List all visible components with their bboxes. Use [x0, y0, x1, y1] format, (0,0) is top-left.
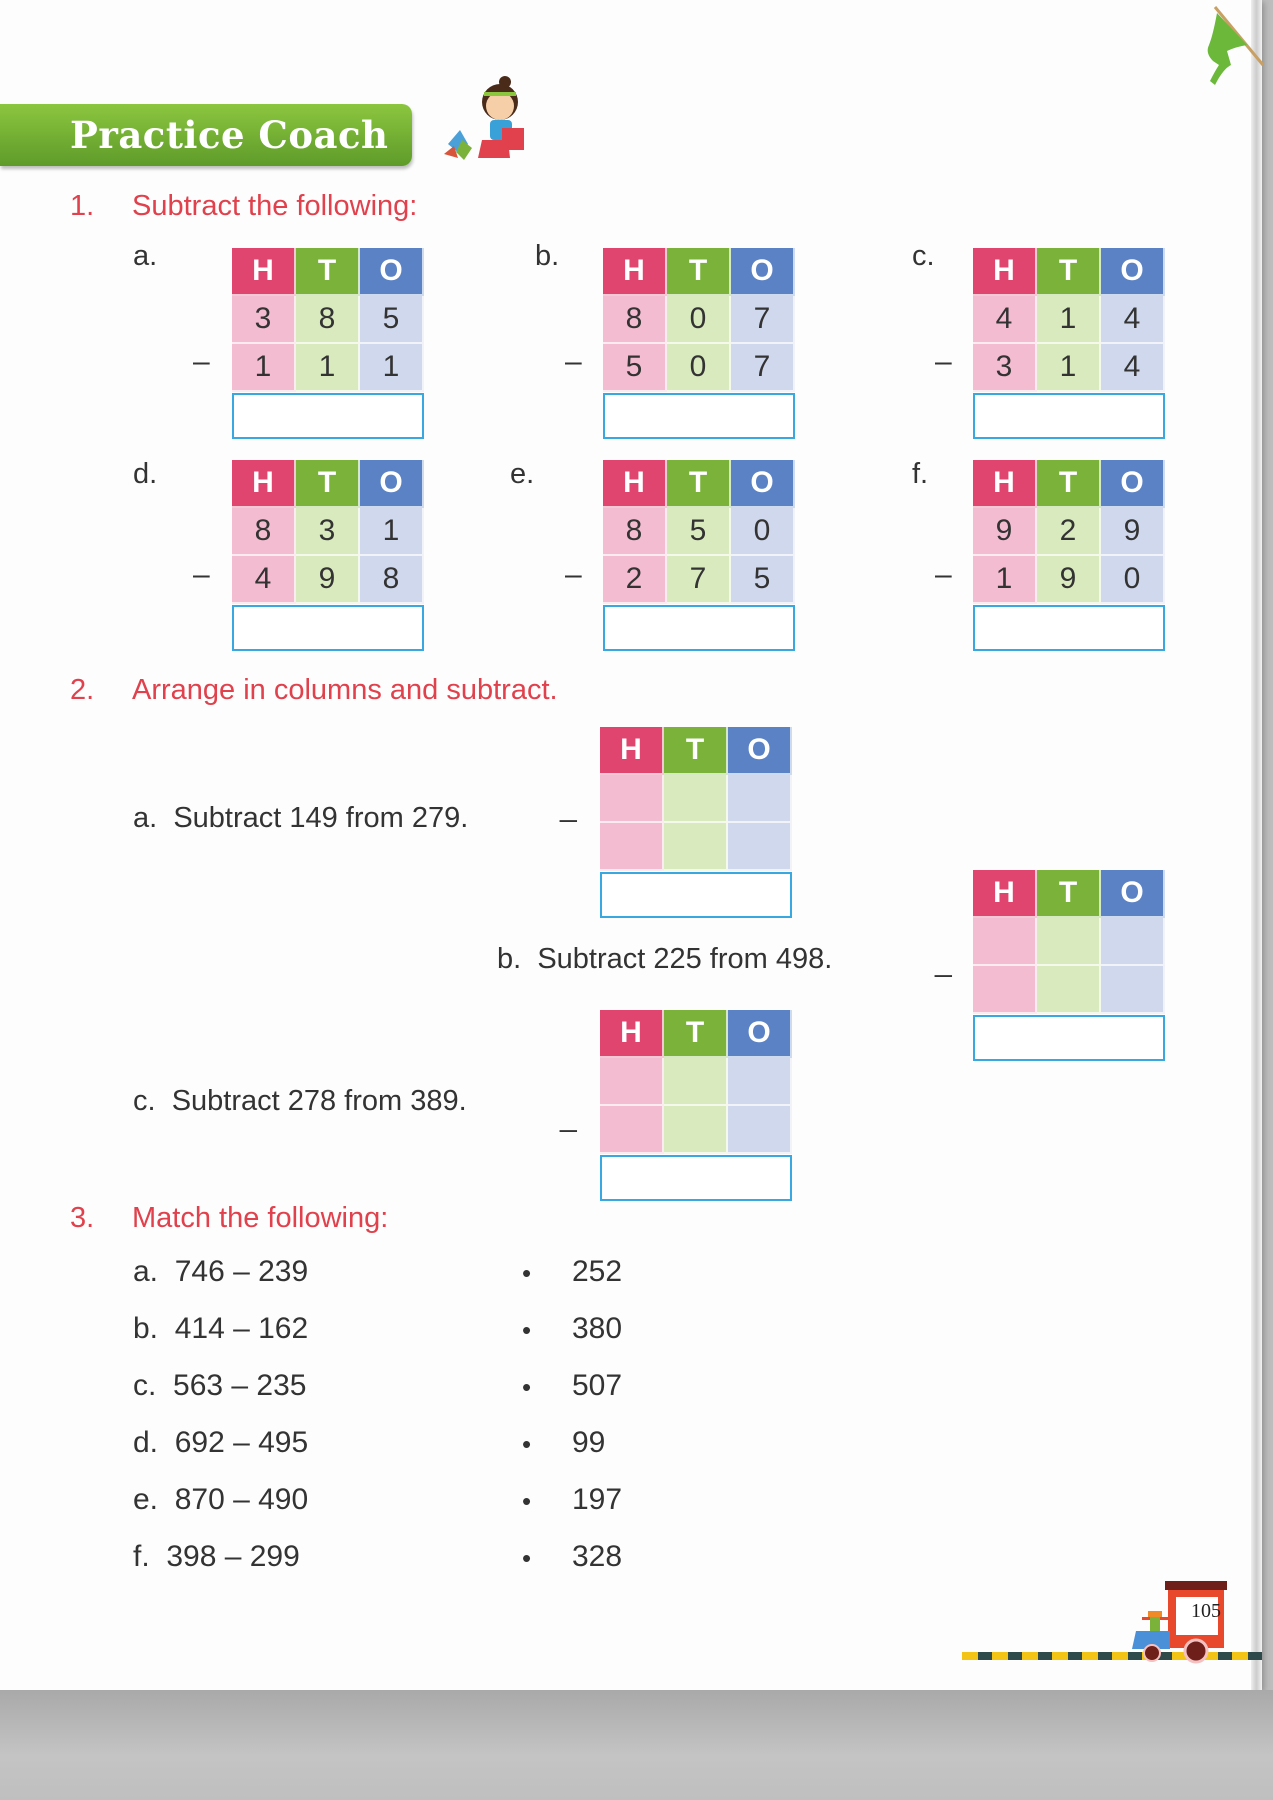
answer-box[interactable]	[232, 393, 424, 439]
hundreds-header: H	[600, 727, 664, 775]
bullet-icon[interactable]: •	[522, 1315, 532, 1345]
q1-item-e-grid	[603, 460, 795, 651]
question-3-heading	[70, 1202, 388, 1235]
girl-mascot-icon	[438, 74, 540, 164]
q2-item-a	[133, 802, 468, 835]
match-right-value[interactable]: 252	[572, 1255, 623, 1288]
q2-item-c-grid	[600, 1010, 792, 1201]
item-label: a.	[133, 802, 158, 834]
tens-header: T	[667, 460, 731, 508]
digit: 3	[296, 508, 360, 556]
hundreds-header: H	[603, 248, 667, 296]
ones-header: O	[1101, 870, 1165, 918]
q1-item-f-label: f.	[912, 458, 929, 490]
question-title: Subtract the following:	[132, 190, 418, 222]
digit: 7	[667, 556, 731, 604]
digit: 7	[731, 344, 795, 392]
digit: 8	[296, 296, 360, 344]
item-label: a.	[133, 1255, 159, 1288]
match-left-f[interactable]	[133, 1540, 300, 1574]
minus-sign: –	[193, 345, 210, 378]
hundreds-header: H	[973, 460, 1037, 508]
empty-cell[interactable]	[1037, 966, 1101, 1014]
empty-cell[interactable]	[728, 823, 792, 871]
answer-box[interactable]	[232, 605, 424, 651]
digit: 8	[232, 508, 296, 556]
page-spine	[1251, 0, 1262, 1690]
digit: 1	[232, 344, 296, 392]
digit: 9	[1037, 556, 1101, 604]
item-text: Subtract 149 from 279.	[173, 802, 469, 834]
digit: 0	[667, 344, 731, 392]
digit: 1	[360, 508, 424, 556]
item-label: c.	[133, 1085, 156, 1117]
hundreds-header: H	[232, 460, 296, 508]
q2-item-b	[497, 943, 832, 976]
digit: 1	[1037, 344, 1101, 392]
q2-item-b-grid	[973, 870, 1165, 1061]
ones-header: O	[1101, 460, 1165, 508]
digit: 5	[603, 344, 667, 392]
digit: 1	[1037, 296, 1101, 344]
tens-header: T	[664, 1010, 728, 1058]
minus-sign: –	[565, 345, 582, 378]
empty-cell[interactable]	[600, 823, 664, 871]
digit: 9	[1101, 508, 1165, 556]
item-label: e.	[133, 1483, 159, 1516]
minus-sign: –	[565, 558, 582, 591]
item-label: d.	[133, 1426, 159, 1459]
bullet-icon[interactable]: •	[522, 1258, 532, 1288]
q1-item-a-label: a.	[133, 240, 158, 272]
question-1-heading	[70, 190, 417, 223]
ones-header: O	[728, 1010, 792, 1058]
item-label: b.	[497, 943, 522, 975]
digit: 7	[731, 296, 795, 344]
digit: 1	[296, 344, 360, 392]
digit: 1	[360, 344, 424, 392]
ones-header: O	[1101, 248, 1165, 296]
match-right-value[interactable]: 507	[572, 1369, 623, 1402]
item-label: b.	[133, 1312, 159, 1345]
digit: 2	[603, 556, 667, 604]
minus-sign: –	[935, 558, 952, 591]
question-number: 3.	[70, 1202, 95, 1234]
empty-cell[interactable]	[728, 775, 792, 823]
digit: 4	[973, 296, 1037, 344]
item-label: f.	[133, 1540, 150, 1573]
digit: 5	[731, 556, 795, 604]
ones-header: O	[731, 460, 795, 508]
q2-item-c	[133, 1085, 467, 1118]
empty-cell[interactable]	[973, 918, 1037, 966]
empty-cell[interactable]	[728, 1058, 792, 1106]
digit: 9	[296, 556, 360, 604]
ones-header: O	[731, 248, 795, 296]
digit: 5	[667, 508, 731, 556]
digit: 0	[731, 508, 795, 556]
item-label: c.	[133, 1369, 157, 1402]
practice-coach-banner	[0, 104, 412, 166]
digit: 4	[232, 556, 296, 604]
digit: 1	[973, 556, 1037, 604]
match-left-d[interactable]	[133, 1426, 308, 1460]
answer-box[interactable]	[973, 605, 1165, 651]
hundreds-header: H	[973, 870, 1037, 918]
hundreds-header: H	[600, 1010, 664, 1058]
flag-icon	[1185, 5, 1265, 90]
q1-item-e-label: e.	[510, 458, 535, 490]
expression: 414 – 162	[174, 1312, 309, 1345]
bullet-icon[interactable]: •	[522, 1486, 532, 1516]
question-number: 1.	[70, 190, 95, 222]
hundreds-header: H	[973, 248, 1037, 296]
q1-item-a-grid	[232, 248, 424, 439]
digit: 5	[360, 296, 424, 344]
answer-box[interactable]	[973, 1015, 1165, 1061]
digit: 8	[603, 296, 667, 344]
tens-header: T	[1037, 870, 1101, 918]
match-right-value[interactable]: 197	[572, 1483, 623, 1516]
expression: 746 – 239	[174, 1255, 309, 1288]
scan-background	[0, 1690, 1273, 1800]
tens-header: T	[664, 727, 728, 775]
question-number: 2.	[70, 674, 95, 706]
hundreds-header: H	[603, 460, 667, 508]
ones-header: O	[360, 460, 424, 508]
match-left-b[interactable]	[133, 1312, 308, 1346]
tens-header: T	[667, 248, 731, 296]
match-right-value[interactable]: 99	[572, 1426, 606, 1459]
item-text: Subtract 225 from 498.	[537, 943, 833, 975]
match-left-e[interactable]	[133, 1483, 308, 1517]
question-2-heading	[70, 674, 558, 707]
digit: 9	[973, 508, 1037, 556]
q1-item-b-label: b.	[535, 240, 560, 272]
digit: 2	[1037, 508, 1101, 556]
digit: 0	[1101, 556, 1165, 604]
empty-cell[interactable]	[1101, 918, 1165, 966]
digit: 4	[1101, 296, 1165, 344]
empty-cell[interactable]	[600, 775, 664, 823]
tens-header: T	[296, 460, 360, 508]
answer-box[interactable]	[603, 605, 795, 651]
digit: 0	[667, 296, 731, 344]
empty-cell[interactable]	[664, 775, 728, 823]
tens-header: T	[296, 248, 360, 296]
minus-sign: _	[560, 1100, 577, 1133]
match-left-a[interactable]	[133, 1255, 308, 1289]
empty-cell[interactable]	[600, 1058, 664, 1106]
banner-title: Practice Coach	[70, 113, 389, 157]
minus-sign: _	[560, 790, 577, 823]
minus-sign: –	[935, 345, 952, 378]
question-title: Arrange in columns and subtract.	[132, 674, 558, 706]
q1-item-f-grid	[973, 460, 1165, 651]
tens-header: T	[1037, 248, 1101, 296]
q1-item-d-label: d.	[133, 458, 158, 490]
digit: 3	[973, 344, 1037, 392]
match-right-value[interactable]: 380	[572, 1312, 623, 1345]
q2-item-a-grid	[600, 727, 792, 918]
tens-header: T	[1037, 460, 1101, 508]
bullet-icon[interactable]: •	[522, 1372, 532, 1402]
digit: 8	[603, 508, 667, 556]
item-text: Subtract 278 from 389.	[171, 1085, 467, 1117]
hundreds-header: H	[232, 248, 296, 296]
empty-cell[interactable]	[600, 1106, 664, 1154]
empty-cell[interactable]	[664, 823, 728, 871]
answer-box[interactable]	[603, 393, 795, 439]
empty-cell[interactable]	[973, 966, 1037, 1014]
empty-cell[interactable]	[1101, 966, 1165, 1014]
bullet-icon[interactable]: •	[522, 1543, 532, 1573]
ones-header: O	[728, 727, 792, 775]
empty-cell[interactable]	[664, 1058, 728, 1106]
expression: 692 – 495	[174, 1426, 309, 1459]
answer-box[interactable]	[600, 1155, 792, 1201]
ones-header: O	[360, 248, 424, 296]
bullet-icon[interactable]: •	[522, 1429, 532, 1459]
minus-sign: –	[193, 558, 210, 591]
empty-cell[interactable]	[1037, 918, 1101, 966]
q1-item-b-grid	[603, 248, 795, 439]
expression: 870 – 490	[174, 1483, 309, 1516]
minus-sign: _	[935, 945, 952, 978]
match-right-value[interactable]: 328	[572, 1540, 623, 1573]
q1-item-c-label: c.	[912, 240, 935, 272]
digit: 4	[1101, 344, 1165, 392]
expression: 563 – 235	[173, 1369, 307, 1402]
q1-item-c-grid	[973, 248, 1165, 439]
digit: 3	[232, 296, 296, 344]
digit: 8	[360, 556, 424, 604]
answer-box[interactable]	[600, 872, 792, 918]
answer-box[interactable]	[973, 393, 1165, 439]
empty-cell[interactable]	[728, 1106, 792, 1154]
empty-cell[interactable]	[664, 1106, 728, 1154]
page-number: 105	[1191, 1600, 1221, 1622]
question-title: Match the following:	[132, 1202, 389, 1234]
match-left-c[interactable]	[133, 1369, 306, 1403]
q1-item-d-grid	[232, 460, 424, 651]
expression: 398 – 299	[166, 1540, 300, 1573]
